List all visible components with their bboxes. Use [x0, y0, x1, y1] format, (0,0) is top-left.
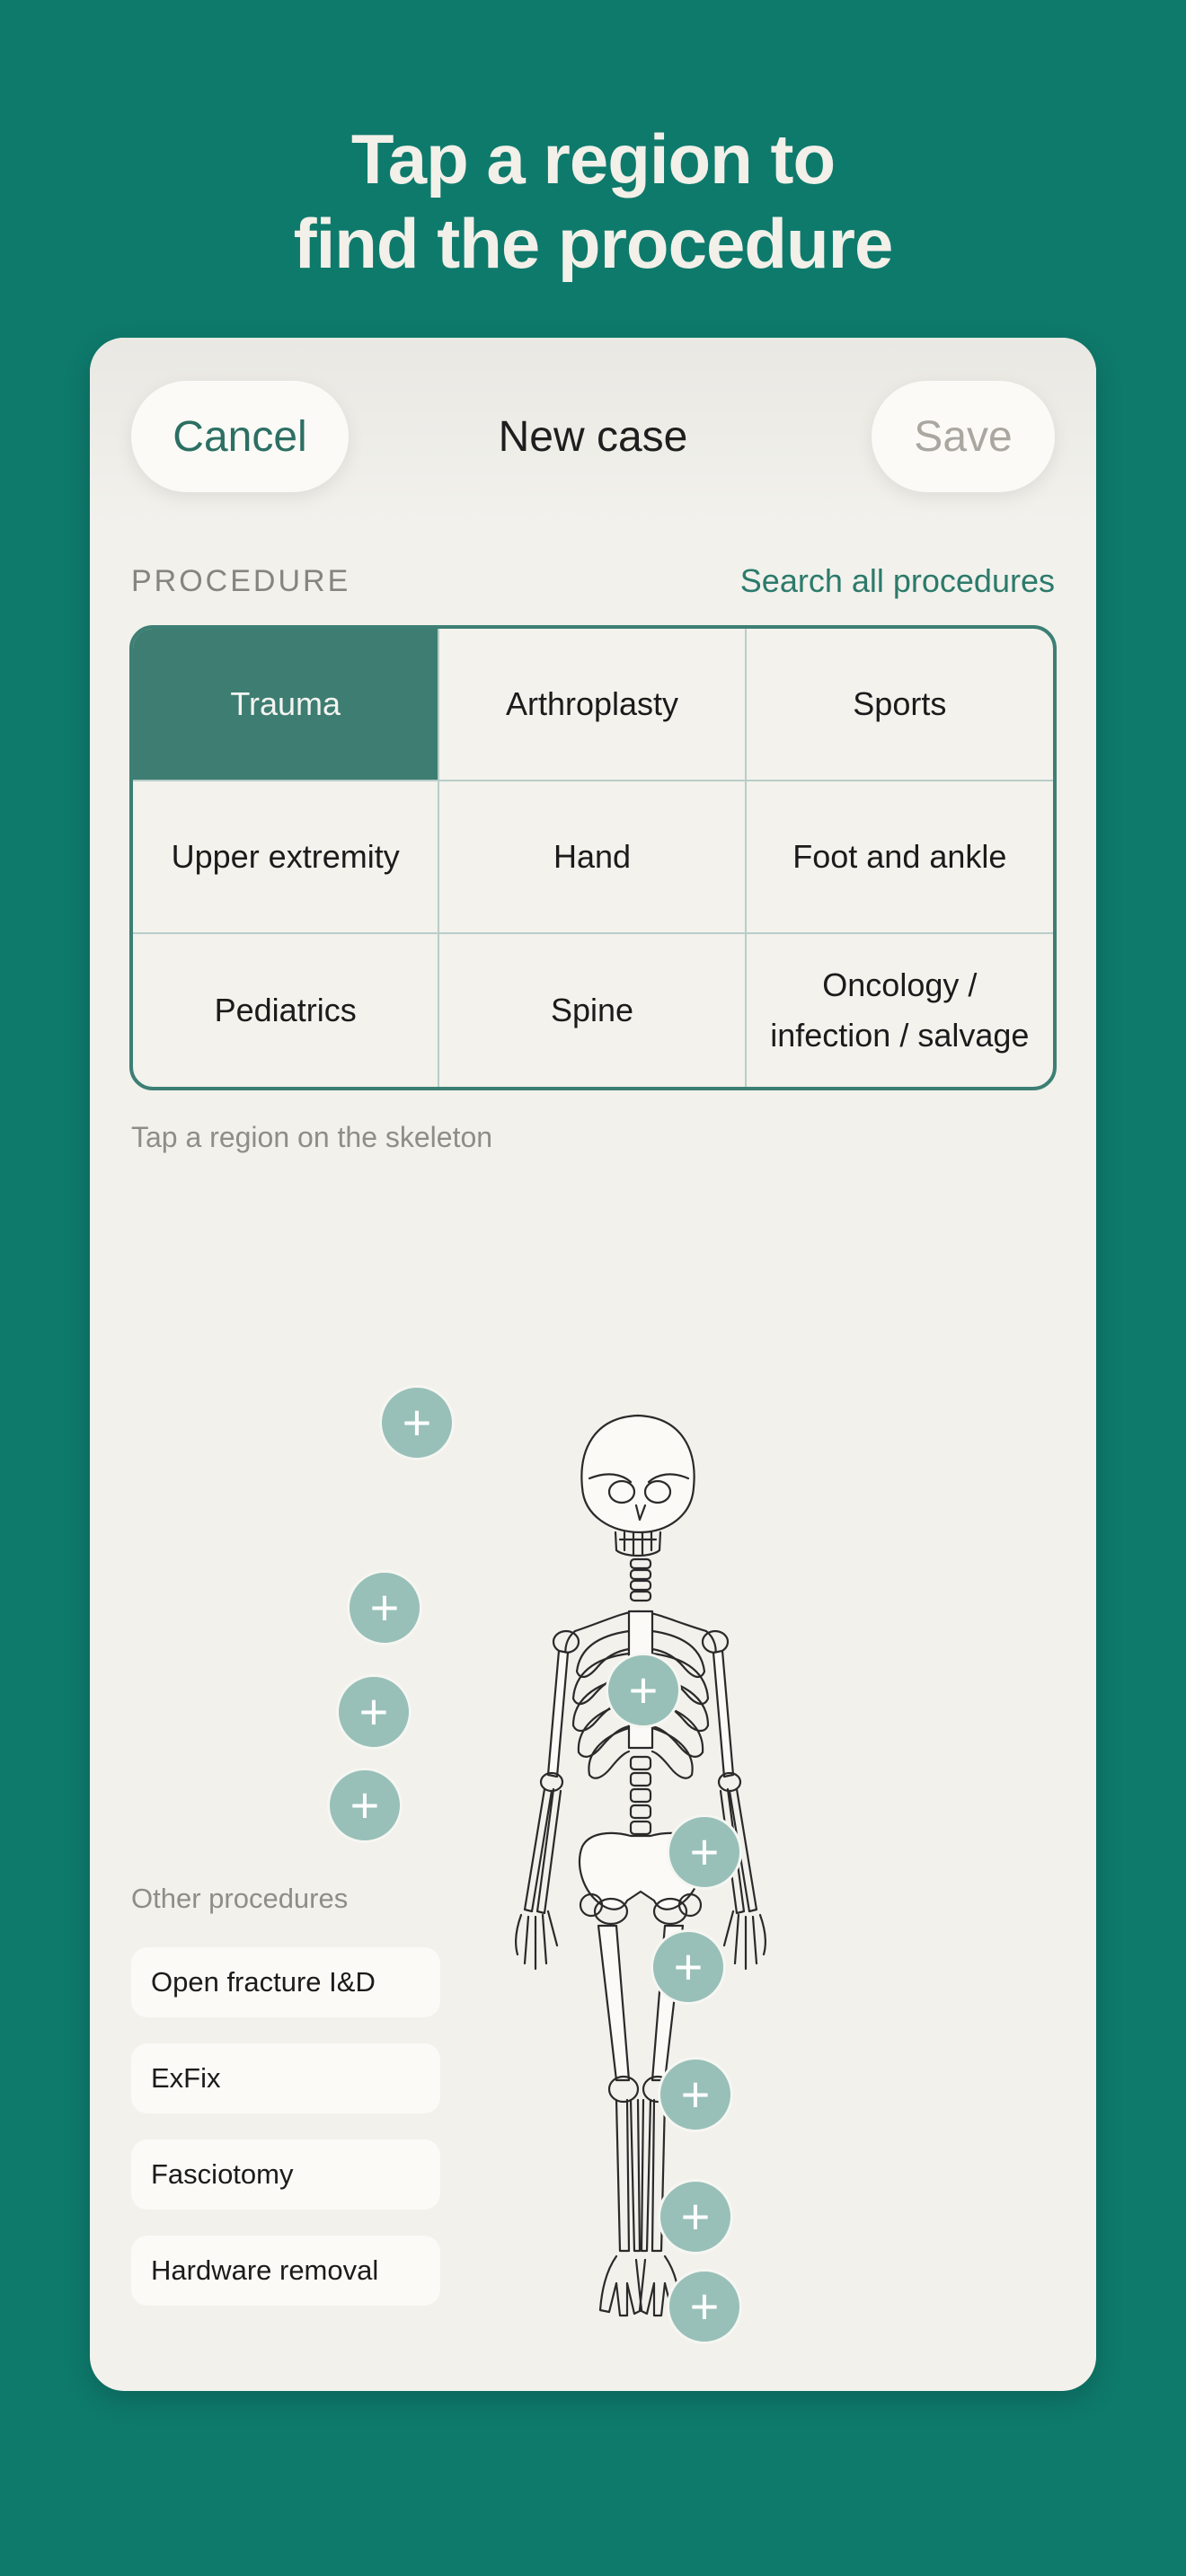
- search-all-procedures-link[interactable]: Search all procedures: [739, 562, 1055, 599]
- hero-line-1: Tap a region to: [350, 119, 836, 198]
- procedure-category-grid: [129, 625, 1057, 1090]
- hero-heading: [0, 117, 1186, 286]
- hero-line-2: find the procedure: [293, 204, 893, 283]
- category-upper-extremity[interactable]: Upper extremity: [133, 781, 439, 934]
- lumbar-spine: [631, 1757, 651, 1834]
- add-region-pelvis-button[interactable]: +: [606, 1653, 681, 1728]
- other-procedure-open-fracture-id[interactable]: Open fracture I&D: [131, 1947, 440, 2017]
- other-procedure-hardware-removal[interactable]: Hardware removal: [131, 2236, 440, 2306]
- other-procedure-exfix[interactable]: ExFix: [131, 2043, 440, 2113]
- skeleton-hint: Tap a region on the skeleton: [131, 1121, 493, 1153]
- category-arthroplasty[interactable]: Arthroplasty: [439, 629, 746, 781]
- category-hand[interactable]: Hand: [439, 781, 746, 934]
- add-region-ankle-button[interactable]: +: [658, 2179, 733, 2254]
- category-oncology-infection-salvage[interactable]: Oncology / infection / salvage: [770, 966, 1030, 1054]
- other-procedures-label: Other procedures: [131, 1883, 349, 1914]
- add-region-knee-button[interactable]: +: [651, 1929, 726, 2005]
- skeleton-illustration: [431, 1182, 845, 2332]
- add-region-forearm-button[interactable]: +: [336, 1674, 412, 1750]
- category-sports[interactable]: Sports: [747, 629, 1053, 781]
- add-region-foot-button[interactable]: +: [667, 2269, 742, 2344]
- cancel-button[interactable]: Cancel: [131, 381, 349, 492]
- procedure-section-label: PROCEDURE: [131, 563, 351, 598]
- add-region-femur-button[interactable]: +: [667, 1814, 742, 1890]
- category-spine[interactable]: Spine: [439, 934, 746, 1087]
- add-region-tibia-button[interactable]: +: [658, 2057, 733, 2132]
- left-leg: [598, 1926, 642, 2316]
- other-procedure-fasciotomy[interactable]: Fasciotomy: [131, 2139, 440, 2210]
- add-region-shoulder-button[interactable]: +: [379, 1385, 455, 1460]
- category-pediatrics[interactable]: Pediatrics: [133, 934, 439, 1087]
- right-arm: [713, 1651, 766, 1969]
- add-region-elbow-button[interactable]: +: [347, 1570, 422, 1645]
- new-case-sheet: [90, 338, 1096, 2391]
- left-arm: [516, 1651, 568, 1969]
- skull: [581, 1416, 694, 1556]
- save-button[interactable]: Save: [872, 381, 1055, 492]
- procedure-section-header: [131, 562, 1055, 600]
- page-title: New case: [498, 412, 688, 461]
- category-foot-and-ankle[interactable]: Foot and ankle: [747, 781, 1053, 934]
- category-trauma[interactable]: Trauma: [133, 629, 439, 781]
- cervical-spine: [631, 1559, 651, 1601]
- add-region-wrist-button[interactable]: +: [327, 1768, 403, 1843]
